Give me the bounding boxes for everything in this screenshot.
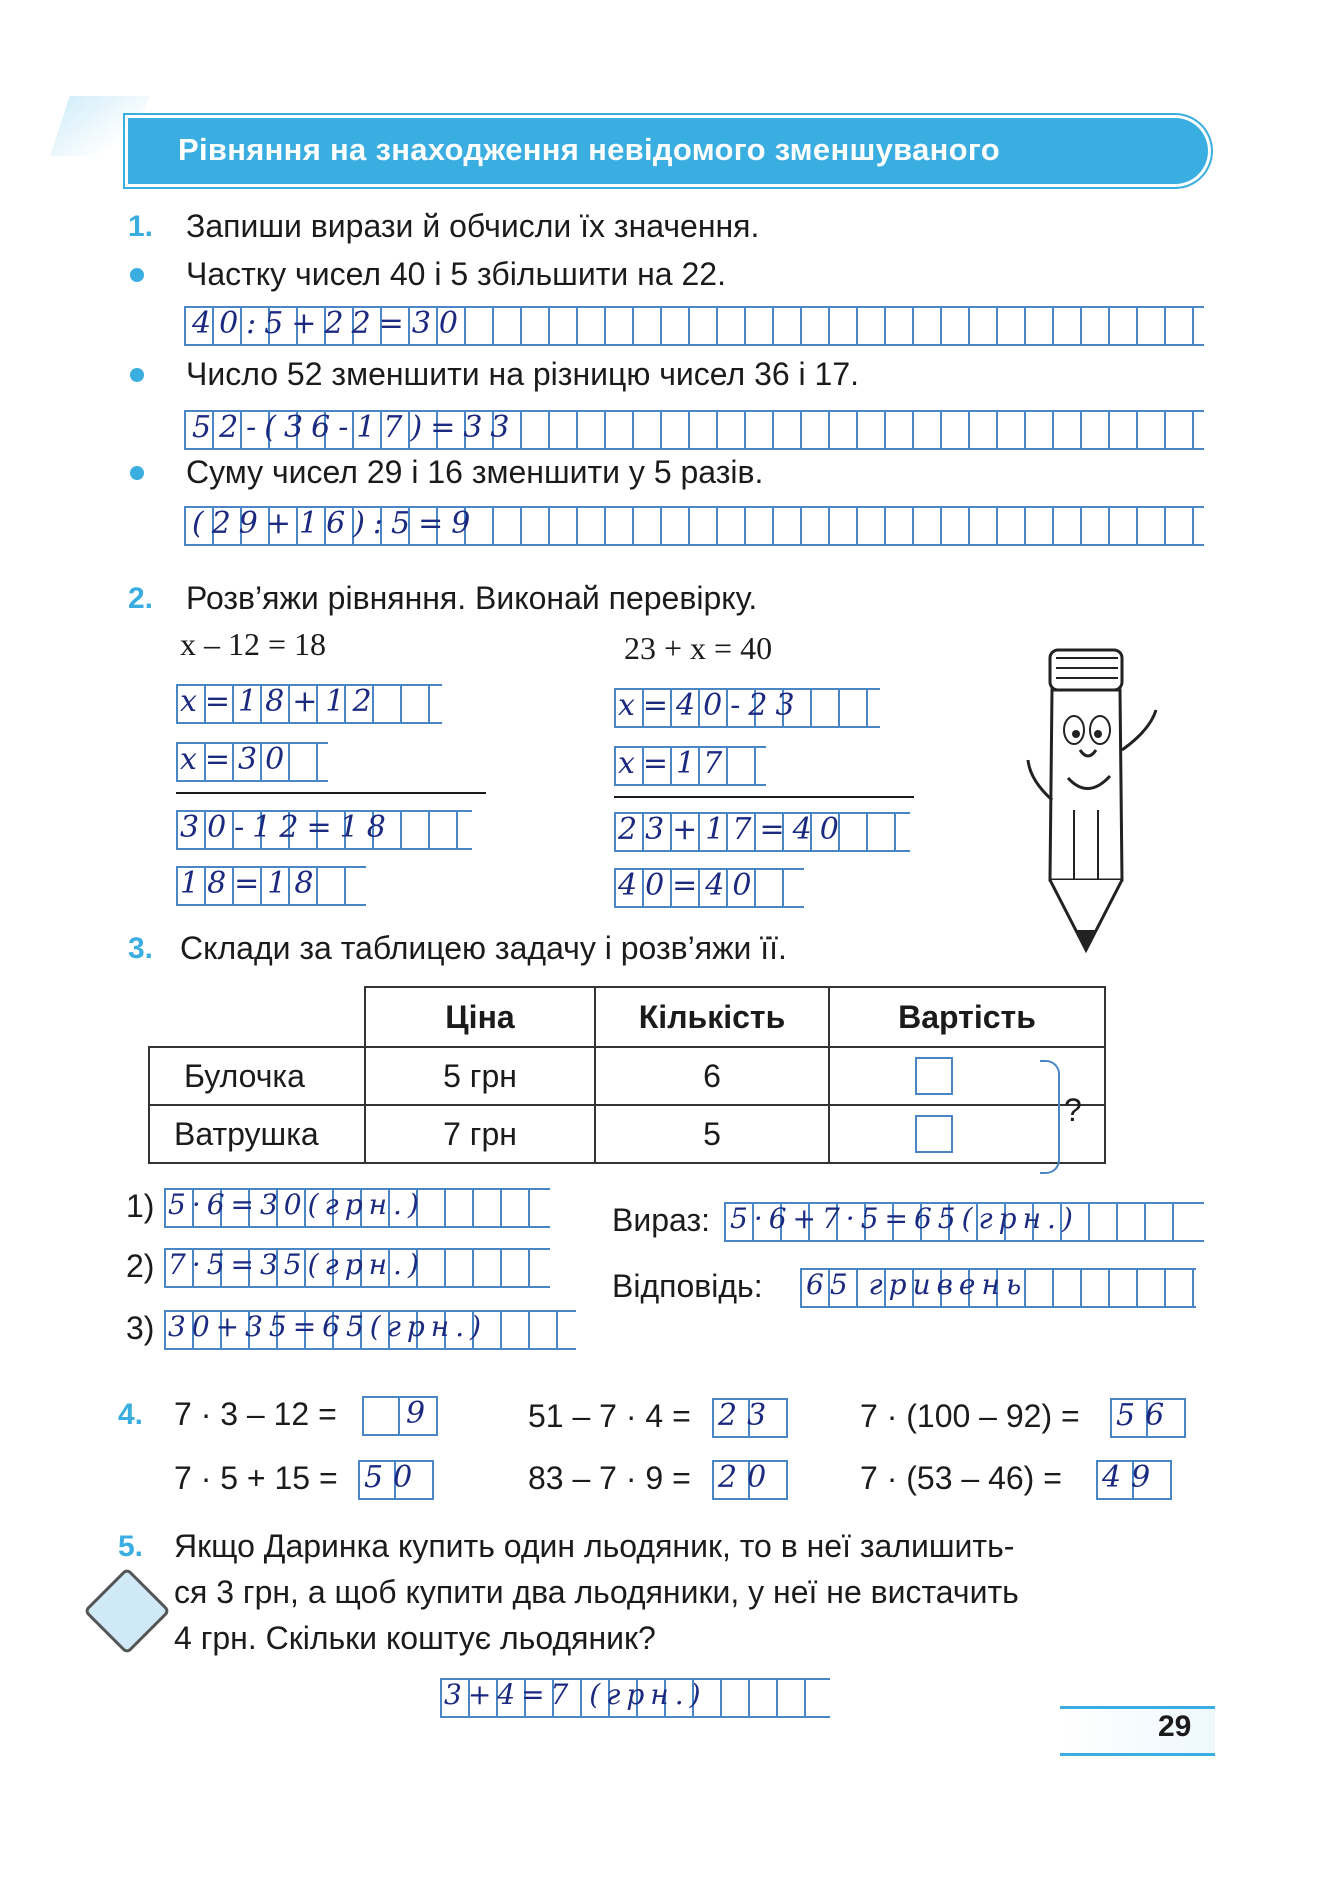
step-2-answer: 7·5=35(грн.) [168, 1248, 425, 1281]
task-3-number: 3. [128, 932, 154, 965]
answer-label: Відповідь: [612, 1268, 763, 1304]
brace-icon [1040, 1060, 1060, 1174]
task-4-expr-2: 51 – 7 · 4 = [528, 1398, 691, 1434]
page-number: 29 [1158, 1710, 1192, 1743]
task-4-answer-4: 50 [364, 1460, 423, 1495]
cost-input-1[interactable] [915, 1057, 953, 1095]
expression-label: Вираз: [612, 1202, 711, 1238]
eq2-step2: x=17 [618, 746, 731, 781]
bullet-icon [130, 466, 144, 480]
row-1-qty: 6 [595, 1047, 829, 1105]
step-3-label: 3) [126, 1310, 155, 1346]
task-1-number: 1. [128, 210, 154, 243]
task-2-instruction: Розв’яжи рівняння. Виконай перевірку. [186, 580, 758, 616]
equation-1: x – 12 = 18 [180, 626, 327, 662]
eq1-step1: x=18+12 [180, 684, 380, 719]
row-2-price: 7 грн [365, 1105, 595, 1163]
task-3-instruction: Склади за таблицею задачу і розв’яжи її. [180, 930, 787, 966]
task-1-instruction: Запиши вирази й обчисли їх значення. [186, 208, 760, 244]
bullet-icon [130, 268, 144, 282]
eq1-divider [176, 792, 486, 794]
task-4-answer-6: 49 [1102, 1460, 1161, 1495]
task-4-expr-1: 7 · 3 – 12 = [174, 1396, 337, 1432]
bullet-icon [130, 368, 144, 382]
price-table [148, 986, 1106, 1164]
task-1-item-2-answer: 52-(36-17)=33 [192, 410, 518, 445]
row-2-name: Ватрушка [149, 1105, 365, 1163]
task-4-expr-6: 7 · (53 – 46) = [860, 1460, 1062, 1496]
step-1-answer: 5·6=30(грн.) [168, 1188, 425, 1221]
step-3-answer: 30+35=65(грн.) [168, 1310, 488, 1343]
eq2-check1: 23+17=40 [618, 812, 847, 847]
task-4-expr-5: 83 – 7 · 9 = [528, 1460, 691, 1496]
task-1-item-1-answer: 40:5+22=30 [192, 306, 466, 341]
page-title: Рівняння на знаходження невідомого зменшуваного [178, 132, 1000, 167]
row-2-qty: 5 [595, 1105, 829, 1163]
task-5-line-3: 4 грн. Скільки коштує льодяник? [174, 1620, 656, 1656]
eq1-check1: 30-12=18 [180, 810, 394, 845]
equation-2: 23 + x = 40 [624, 630, 773, 666]
row-1-price: 5 грн [365, 1047, 595, 1105]
task-5-line-2: ся 3 грн, а щоб купити два льодяники, у неї не вистачить [174, 1574, 1019, 1610]
eq2-divider [614, 796, 914, 798]
header-cost: Вартість [829, 987, 1105, 1047]
pencil-mascot-icon [1010, 630, 1170, 960]
header-price: Ціна [365, 987, 595, 1047]
task-2-number: 2. [128, 582, 154, 615]
task-4-expr-3: 7 · (100 – 92) = [860, 1398, 1080, 1434]
eq2-check2: 40=40 [618, 868, 760, 903]
cost-input-2[interactable] [915, 1115, 953, 1153]
task-4-answer-5: 20 [718, 1460, 777, 1495]
step-2-label: 2) [126, 1248, 155, 1284]
task-4-number: 4. [118, 1398, 144, 1431]
task-4-answer-2: 23 [718, 1398, 777, 1433]
step-1-label: 1) [126, 1188, 155, 1224]
task-5-number: 5. [118, 1530, 144, 1563]
final-answer: 65 гривень [806, 1268, 1028, 1301]
task-5-answer: 3+4=7 (грн.) [444, 1678, 707, 1711]
task-1-item-3-answer: (29+16):5=9 [192, 506, 479, 541]
task-1-item-3-text: Суму чисел 29 і 16 зменшити у 5 разів. [186, 454, 764, 490]
eq2-step1: x=40-23 [618, 688, 803, 723]
task-1-item-2-text: Число 52 зменшити на різницю чисел 36 і 17. [186, 356, 860, 392]
header-quantity: Кількість [595, 987, 829, 1047]
task-5-line-1: Якщо Даринка купить один льодяник, то в неї залишить- [174, 1528, 1015, 1564]
task-4-answer-1: 9 [406, 1396, 434, 1431]
page-number-bar [1060, 1706, 1215, 1756]
task-4-answer-3: 56 [1116, 1398, 1175, 1433]
question-mark: ? [1064, 1092, 1082, 1128]
task-1-item-1-text: Частку чисел 40 і 5 збільшити на 22. [186, 256, 726, 292]
row-1-name: Булочка [149, 1047, 365, 1105]
expression-answer: 5·6+7·5=65(грн.) [730, 1202, 1079, 1235]
task-4-expr-4: 7 · 5 + 15 = [174, 1460, 338, 1496]
eq1-check2: 18=18 [180, 866, 322, 901]
eq1-step2: x=30 [180, 742, 293, 777]
diamond-badge-icon [83, 1567, 171, 1655]
